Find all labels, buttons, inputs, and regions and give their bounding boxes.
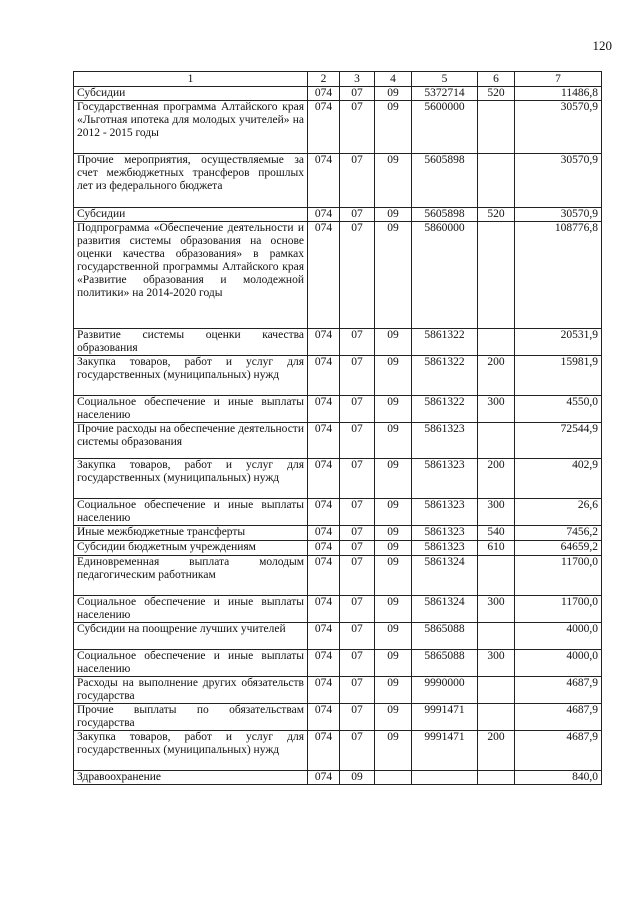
row-col6 xyxy=(478,222,515,329)
row-col2: 074 xyxy=(308,526,340,541)
table-row xyxy=(74,499,602,526)
row-col6: 540 xyxy=(478,526,515,541)
row-col3: 07 xyxy=(340,396,375,423)
row-col2: 074 xyxy=(308,356,340,396)
row-name: Здравоохранение xyxy=(74,771,308,785)
row-col2: 074 xyxy=(308,771,340,785)
row-col3: 07 xyxy=(340,541,375,556)
row-name: Социальное обеспечение и иные выплаты населению xyxy=(74,650,308,677)
row-col3: 07 xyxy=(340,731,375,771)
row-col6: 200 xyxy=(478,731,515,771)
row-col3: 07 xyxy=(340,87,375,101)
row-col3: 07 xyxy=(340,623,375,650)
table-row xyxy=(74,771,602,785)
row-amount: 4687,9 xyxy=(515,731,602,771)
row-name: Социальное обеспечение и иные выплаты населению xyxy=(74,499,308,526)
table-row xyxy=(74,101,602,154)
row-col3: 07 xyxy=(340,356,375,396)
row-col4: 09 xyxy=(375,704,412,731)
row-name: Социальное обеспечение и иные выплаты населению xyxy=(74,396,308,423)
row-col4: 09 xyxy=(375,222,412,329)
row-col6 xyxy=(478,423,515,459)
row-col6 xyxy=(478,771,515,785)
row-col2: 074 xyxy=(308,423,340,459)
row-col5: 5865088 xyxy=(412,650,478,677)
row-col2: 074 xyxy=(308,541,340,556)
row-name: Иные межбюджетные трансферты xyxy=(74,526,308,541)
header-cell: 1 xyxy=(74,72,308,87)
row-col5: 5600000 xyxy=(412,101,478,154)
row-amount: 108776,8 xyxy=(515,222,602,329)
table-header-row xyxy=(74,72,602,87)
row-amount: 11700,0 xyxy=(515,556,602,596)
table-row xyxy=(74,222,602,329)
table-row xyxy=(74,459,602,499)
table-row xyxy=(74,526,602,541)
row-col6: 520 xyxy=(478,208,515,222)
row-col6: 300 xyxy=(478,596,515,623)
row-col4: 09 xyxy=(375,356,412,396)
row-col5: 5861322 xyxy=(412,396,478,423)
row-col2: 074 xyxy=(308,704,340,731)
row-col2: 074 xyxy=(308,731,340,771)
row-amount: 7456,2 xyxy=(515,526,602,541)
row-name: Закупка товаров, работ и услуг для государственных (муниципальных) нужд xyxy=(74,459,308,499)
header-cell: 7 xyxy=(515,72,602,87)
row-col2: 074 xyxy=(308,208,340,222)
row-name: Развитие системы оценки качества образования xyxy=(74,329,308,356)
table-row xyxy=(74,596,602,623)
row-col6 xyxy=(478,704,515,731)
row-col5: 9990000 xyxy=(412,677,478,704)
row-col2: 074 xyxy=(308,596,340,623)
row-col3: 09 xyxy=(340,771,375,785)
row-name: Прочие расходы на обеспечение деятельности системы образования xyxy=(74,423,308,459)
row-amount: 4550,0 xyxy=(515,396,602,423)
table-row xyxy=(74,423,602,459)
row-amount: 840,0 xyxy=(515,771,602,785)
row-col3: 07 xyxy=(340,329,375,356)
row-col4: 09 xyxy=(375,731,412,771)
row-col2: 074 xyxy=(308,499,340,526)
row-col2: 074 xyxy=(308,677,340,704)
row-col6 xyxy=(478,101,515,154)
row-col5: 5861324 xyxy=(412,596,478,623)
row-name: Подпрограмма «Обеспечение деятельности и развития системы образования на основе оценки качества образования» в рамках государственной программы Алтайского края «Развитие образования и молодежной политики» на 2014-2020 годы xyxy=(74,222,308,329)
header-cell: 6 xyxy=(478,72,515,87)
row-col4: 09 xyxy=(375,87,412,101)
row-col3: 07 xyxy=(340,459,375,499)
row-col3: 07 xyxy=(340,556,375,596)
row-col4: 09 xyxy=(375,677,412,704)
budget-table xyxy=(73,71,602,785)
row-amount: 11700,0 xyxy=(515,596,602,623)
row-col6 xyxy=(478,623,515,650)
row-name: Закупка товаров, работ и услуг для государственных (муниципальных) нужд xyxy=(74,356,308,396)
row-col5: 9991471 xyxy=(412,731,478,771)
row-col6 xyxy=(478,329,515,356)
row-amount: 30570,9 xyxy=(515,154,602,208)
row-col3: 07 xyxy=(340,222,375,329)
row-amount: 20531,9 xyxy=(515,329,602,356)
row-col6 xyxy=(478,154,515,208)
row-col4: 09 xyxy=(375,396,412,423)
row-col2: 074 xyxy=(308,101,340,154)
table-row xyxy=(74,329,602,356)
row-amount: 4000,0 xyxy=(515,623,602,650)
row-amount: 4687,9 xyxy=(515,677,602,704)
table-row xyxy=(74,556,602,596)
row-amount: 64659,2 xyxy=(515,541,602,556)
row-col4: 09 xyxy=(375,526,412,541)
page-number: 120 xyxy=(592,38,612,53)
row-col5: 5861323 xyxy=(412,459,478,499)
row-name: Расходы на выполнение других обязательств государства xyxy=(74,677,308,704)
row-col4: 09 xyxy=(375,208,412,222)
row-col6: 300 xyxy=(478,650,515,677)
row-col2: 074 xyxy=(308,154,340,208)
row-col5: 5860000 xyxy=(412,222,478,329)
row-col3: 07 xyxy=(340,526,375,541)
row-col6: 520 xyxy=(478,87,515,101)
row-name: Социальное обеспечение и иные выплаты населению xyxy=(74,596,308,623)
row-col6 xyxy=(478,556,515,596)
row-amount: 402,9 xyxy=(515,459,602,499)
row-col4: 09 xyxy=(375,596,412,623)
row-col2: 074 xyxy=(308,87,340,101)
row-col2: 074 xyxy=(308,459,340,499)
row-name: Субсидии xyxy=(74,208,308,222)
row-col3: 07 xyxy=(340,154,375,208)
row-amount: 30570,9 xyxy=(515,208,602,222)
row-col2: 074 xyxy=(308,329,340,356)
row-col2: 074 xyxy=(308,396,340,423)
row-col5: 5861322 xyxy=(412,329,478,356)
row-col6: 200 xyxy=(478,459,515,499)
row-col3: 07 xyxy=(340,704,375,731)
row-amount: 30570,9 xyxy=(515,101,602,154)
row-col6: 200 xyxy=(478,356,515,396)
row-col6 xyxy=(478,677,515,704)
row-name: Субсидии на поощрение лучших учителей xyxy=(74,623,308,650)
row-col6: 610 xyxy=(478,541,515,556)
table-row xyxy=(74,677,602,704)
row-amount: 15981,9 xyxy=(515,356,602,396)
table-row xyxy=(74,541,602,556)
table-row xyxy=(74,650,602,677)
table-row xyxy=(74,154,602,208)
row-col5: 5372714 xyxy=(412,87,478,101)
row-amount: 26,6 xyxy=(515,499,602,526)
row-col2: 074 xyxy=(308,623,340,650)
row-col3: 07 xyxy=(340,650,375,677)
row-col3: 07 xyxy=(340,101,375,154)
table-row xyxy=(74,356,602,396)
header-cell: 5 xyxy=(412,72,478,87)
row-col2: 074 xyxy=(308,556,340,596)
row-amount: 72544,9 xyxy=(515,423,602,459)
row-col5: 5865088 xyxy=(412,623,478,650)
row-col5: 5861323 xyxy=(412,499,478,526)
row-col4: 09 xyxy=(375,556,412,596)
row-amount: 4687,9 xyxy=(515,704,602,731)
row-amount: 11486,8 xyxy=(515,87,602,101)
row-name: Прочие мероприятия, осуществляемые за счет межбюджетных трансферов прошлых лет из федерального бюджета xyxy=(74,154,308,208)
row-col5: 5861323 xyxy=(412,526,478,541)
row-col4: 09 xyxy=(375,101,412,154)
row-col4 xyxy=(375,771,412,785)
row-col5: 5605898 xyxy=(412,208,478,222)
row-col5: 5861323 xyxy=(412,541,478,556)
row-col2: 074 xyxy=(308,222,340,329)
row-col5: 5861323 xyxy=(412,423,478,459)
row-col3: 07 xyxy=(340,596,375,623)
row-name: Субсидии бюджетным учреждениям xyxy=(74,541,308,556)
row-col3: 07 xyxy=(340,677,375,704)
table-row xyxy=(74,623,602,650)
row-col5: 5605898 xyxy=(412,154,478,208)
row-col4: 09 xyxy=(375,329,412,356)
row-col2: 074 xyxy=(308,650,340,677)
row-col5: 9991471 xyxy=(412,704,478,731)
header-cell: 3 xyxy=(340,72,375,87)
row-amount: 4000,0 xyxy=(515,650,602,677)
row-col4: 09 xyxy=(375,459,412,499)
table-row xyxy=(74,704,602,731)
table-row xyxy=(74,731,602,771)
row-col5 xyxy=(412,771,478,785)
row-name: Субсидии xyxy=(74,87,308,101)
table-row xyxy=(74,396,602,423)
row-col4: 09 xyxy=(375,499,412,526)
row-col3: 07 xyxy=(340,208,375,222)
table-row xyxy=(74,208,602,222)
row-col4: 09 xyxy=(375,541,412,556)
row-col3: 07 xyxy=(340,499,375,526)
row-col4: 09 xyxy=(375,623,412,650)
row-col4: 09 xyxy=(375,154,412,208)
row-col6: 300 xyxy=(478,499,515,526)
table-row xyxy=(74,87,602,101)
row-name: Прочие выплаты по обязательствам государства xyxy=(74,704,308,731)
row-col4: 09 xyxy=(375,423,412,459)
header-cell: 4 xyxy=(375,72,412,87)
row-col5: 5861324 xyxy=(412,556,478,596)
row-name: Государственная программа Алтайского края «Льготная ипотека для молодых учителей» на 2012 - 2015 годы xyxy=(74,101,308,154)
row-col4: 09 xyxy=(375,650,412,677)
row-col5: 5861322 xyxy=(412,356,478,396)
row-col3: 07 xyxy=(340,423,375,459)
header-cell: 2 xyxy=(308,72,340,87)
row-name: Закупка товаров, работ и услуг для государственных (муниципальных) нужд xyxy=(74,731,308,771)
row-name: Единовременная выплата молодым педагогическим работникам xyxy=(74,556,308,596)
row-col6: 300 xyxy=(478,396,515,423)
